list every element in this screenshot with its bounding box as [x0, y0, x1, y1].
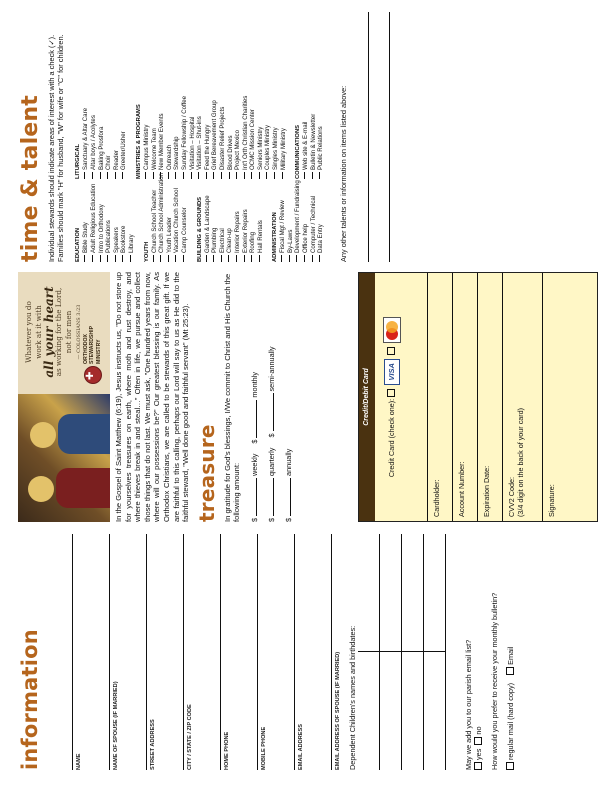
visa-logo: VISA [384, 359, 400, 385]
talent-item[interactable]: Garden & Landscape [204, 179, 212, 262]
talent-item[interactable]: Welcome Team [151, 96, 159, 179]
talent-item[interactable]: Project Mexico [234, 96, 242, 179]
quote-line-4: not for men [64, 310, 73, 354]
talent-item[interactable]: Roofing [249, 179, 257, 262]
talent-item[interactable]: Exterior Repairs [242, 179, 250, 262]
talent-item[interactable]: Clean-up [226, 179, 234, 262]
cardholder-field[interactable] [428, 273, 453, 521]
card-type-checkbox-2[interactable] [387, 347, 395, 355]
spouse-email-label: EMAIL ADDRESS OF SPOUSE (IF MARRIED) [335, 651, 341, 770]
quarterly-option[interactable] [264, 448, 276, 522]
talent-item[interactable]: Stewardship [173, 96, 181, 179]
talent-item[interactable]: Data Entry [317, 179, 325, 262]
dollar-sign: $ [249, 439, 259, 444]
talent-item[interactable]: Campus Ministry [143, 96, 151, 179]
talent-item[interactable]: Sanctuary & Altar Care [82, 96, 90, 179]
halo-left [28, 476, 54, 502]
children-label: Dependent Children's names and birthdates: [348, 625, 357, 770]
quote-area [18, 272, 110, 394]
email-field[interactable] [258, 534, 304, 770]
annually-option[interactable] [281, 449, 293, 522]
talent-item[interactable]: Speakers [113, 179, 121, 262]
talent-item[interactable]: Blood Drives [227, 96, 235, 179]
talent-item[interactable]: Interior Repairs [234, 179, 242, 262]
annually-label: annually [283, 448, 293, 476]
talent-item[interactable]: Bible Study [82, 179, 90, 262]
talent-item[interactable]: Choir [105, 96, 113, 179]
city-state-zip-label: CITY / STATE / ZIP CODE [187, 704, 193, 770]
saint-left [56, 468, 110, 508]
talent-item[interactable]: Office help [302, 179, 310, 262]
card-type-checkbox-1[interactable] [387, 389, 395, 397]
talent-group [75, 96, 128, 179]
seal-text [83, 326, 102, 364]
treasure-panel [18, 272, 598, 522]
icon-banner [18, 272, 110, 522]
talent-item[interactable]: Bookstore [120, 179, 128, 262]
talent-item[interactable]: Church School Teacher [151, 179, 159, 262]
saints-icon-image [18, 394, 110, 522]
dollar-sign: $ [266, 517, 276, 522]
child-line-4[interactable] [424, 534, 446, 770]
talent-group-title: YOUTH [143, 241, 150, 262]
talent-item[interactable]: Plumbing [211, 179, 219, 262]
talent-item[interactable]: Fiscal Mgt / Review [279, 179, 287, 262]
talent-item[interactable]: Greeter/Usher [120, 96, 128, 179]
talent-item[interactable]: Publications [105, 179, 113, 262]
amount-row-1 [247, 272, 259, 522]
spouse-name-field[interactable] [73, 534, 119, 770]
talent-item[interactable]: Computer / Technical [310, 179, 318, 262]
saint-right [58, 414, 110, 454]
weekly-option[interactable] [247, 454, 259, 522]
talent-columns [75, 12, 333, 262]
spouse-name-label: NAME OF SPOUSE (IF MARRIED) [113, 681, 119, 770]
bulletin-question: How would you prefer to receive your monthly bulletin? [490, 592, 499, 770]
quote-line-1: Whatever you do [24, 301, 33, 363]
talent-item[interactable]: Vacation Church School [173, 179, 181, 262]
regular-mail-checkbox[interactable] [506, 762, 514, 770]
talent-item[interactable]: Electrical [219, 179, 227, 262]
bulletin-options [506, 534, 516, 770]
children-divider [358, 651, 446, 652]
cvv-field[interactable] [503, 273, 543, 521]
home-phone-field[interactable] [184, 534, 230, 770]
talent-group-title: MINISTRIES & PROGRAMS [135, 104, 142, 179]
talent-item[interactable]: New Member Events [158, 96, 166, 179]
talent-item[interactable]: Seniors Ministry [257, 96, 265, 179]
talent-item[interactable]: Altar boys / Acolytes [90, 96, 98, 179]
signature-field[interactable] [543, 273, 575, 521]
scripture-quote [24, 278, 84, 386]
time-talent-intro: Individual stewards should indicate areas of interest with a check (✓). Families should mark "H" for husband, "W" for wife or "C" for children. [47, 34, 66, 262]
expiration-label: Expiration Date: [482, 465, 491, 517]
talent-item[interactable]: Singles Ministry [272, 96, 280, 179]
talent-item[interactable]: Feed the Hungry [204, 96, 212, 179]
home-phone-label: HOME PHONE [224, 731, 230, 770]
credit-card-box [358, 272, 598, 522]
talent-group-title: ADMINISTRATION [272, 212, 279, 262]
yes-label: yes [474, 748, 483, 760]
yes-checkbox[interactable] [474, 762, 482, 770]
talent-item[interactable]: Development / Fundraising [294, 179, 302, 262]
talent-item[interactable]: Visitation – Hospital [189, 96, 197, 179]
information-title: information [18, 629, 42, 770]
talent-column-1 [75, 173, 333, 262]
talent-item[interactable]: Bulletin & Newsletter [310, 96, 318, 179]
email-option-checkbox[interactable] [506, 667, 514, 675]
name-label: NAME [76, 753, 82, 770]
gospel-paragraph: In the Gospel of Saint Matthew (6:19), Jesus instructs us, "Do not store up for yourselves treasures on earth, where moth and rust destroy, and where thieves break in and steal…" Often in life, we pursue and collect those things that do not last. We must ask, "One hundred years from now, where will our possessions be?" Our greatest blessing is our family. As Orthodox Christians, we are called to be stewards of this great gift. If we are faithful to this calling, perhaps our Lord will say to us as He did to the faithful steward, "Well done good and faithful servant" (Mt 25:23). [114, 272, 191, 522]
talent-item[interactable]: Reader [113, 96, 121, 179]
children-lines [358, 534, 446, 770]
card-type-label: Credit Card (check one): [386, 398, 396, 478]
no-label: no [474, 726, 483, 735]
talent-group-title: BUILDING & GROUNDS [196, 196, 203, 262]
talent-item[interactable]: Web site & E-mail [302, 96, 310, 179]
treasure-title: treasure [194, 424, 219, 522]
mobile-phone-field[interactable] [221, 534, 267, 770]
other-talents-label: Any other talents or information on items listed above: [339, 85, 349, 262]
talent-group [295, 96, 325, 179]
child-line-3[interactable] [402, 534, 424, 770]
account-number-field[interactable] [453, 273, 478, 521]
talent-group [143, 173, 189, 262]
account-number-label: Account Number: [457, 461, 466, 517]
time-talent-panel [18, 12, 598, 262]
talent-item[interactable]: Library [128, 179, 136, 262]
street-address-field[interactable] [110, 534, 156, 770]
cvv-label: CVV2 Code: [507, 477, 516, 517]
talent-item[interactable]: Adult Religious Education [90, 179, 98, 262]
no-checkbox[interactable] [474, 737, 482, 745]
name-field[interactable] [36, 534, 82, 770]
talent-group [197, 179, 265, 262]
amount-row-2 [264, 272, 276, 522]
other-talents-line-2[interactable] [369, 12, 390, 262]
information-fields [36, 534, 341, 770]
talent-item[interactable]: Sunday Fellowship / Coffee [181, 96, 189, 179]
city-state-zip-field[interactable] [147, 534, 193, 770]
time-talent-title: time & talent [18, 94, 43, 262]
talent-column-2 [75, 96, 333, 179]
talent-item[interactable]: By-Laws [287, 179, 295, 262]
card-type-row [375, 273, 428, 521]
quarterly-label: quarterly [266, 447, 276, 476]
commitment-text: In gratitude for God's blessings, I/We commit to Christ and His Church the following amount: [222, 273, 242, 522]
seal-text-3: MINISTRY [95, 339, 102, 364]
street-address-label: STREET ADDRESS [150, 719, 156, 770]
talent-item[interactable]: Couples Ministry [264, 96, 272, 179]
semiannually-label: semi-annually [266, 346, 276, 392]
child-line-1[interactable] [358, 534, 380, 770]
talent-item[interactable]: Int'l Orth Christian Charities [242, 96, 250, 179]
spouse-email-field[interactable] [295, 534, 341, 770]
talent-item[interactable]: Baking Prosfora [98, 96, 106, 179]
mastercard-logo [383, 317, 401, 343]
weekly-label: weekly [249, 453, 259, 476]
cvv-hint: (3/4 digit on the back of your card) [515, 407, 525, 517]
other-talents-line-1[interactable] [348, 12, 369, 262]
talent-item[interactable]: Military Ministry [280, 96, 288, 179]
regular-mail-label: regular mail (hard copy) [506, 682, 515, 760]
child-line-2[interactable] [380, 534, 402, 770]
information-panel [18, 534, 598, 770]
talent-item[interactable]: Visitation – Shut-ins [196, 96, 204, 179]
card-header: Credit/Debit Card [359, 273, 375, 521]
email-list-question: May we add you to our parish email list? [464, 639, 473, 770]
talent-group [272, 179, 325, 262]
talent-item[interactable]: Camp Counselor [181, 179, 189, 262]
amount-row-3 [281, 272, 293, 522]
talent-item[interactable]: Outreach [166, 96, 174, 179]
monthly-label: monthly [249, 372, 259, 398]
talent-group [136, 96, 287, 179]
dollar-sign: $ [283, 517, 293, 522]
talent-item[interactable]: OCMC Mission Center [249, 96, 257, 179]
semiannually-option[interactable] [264, 346, 276, 437]
talent-item[interactable]: Youth Leader [166, 179, 174, 262]
email-list-options [474, 534, 484, 770]
talent-item[interactable]: Disaster Relief Projects [219, 96, 227, 179]
talent-item[interactable]: Hall Rentals [257, 179, 265, 262]
talent-group-title: LITURGICAL [75, 143, 82, 179]
expiration-field[interactable] [478, 273, 503, 521]
talent-item[interactable]: Public Relations [317, 96, 325, 179]
signature-label: Signature: [547, 484, 556, 517]
monthly-option[interactable] [247, 372, 259, 444]
mobile-phone-label: MOBILE PHONE [261, 726, 267, 770]
quote-line-3: as working for the Lord, [54, 287, 63, 377]
email-label: EMAIL ADDRESS [298, 724, 304, 770]
halo-right [30, 422, 56, 448]
dollar-sign: $ [266, 433, 276, 438]
email-option-label: Email [506, 646, 515, 665]
quote-emphasis: all your heart [42, 286, 56, 378]
seal-text-2: STEWARDSHIP [89, 325, 96, 364]
talent-item[interactable]: Church School Administration [158, 179, 166, 262]
ministry-seal-icon [84, 366, 102, 384]
quote-line-2: work at it with [34, 305, 43, 359]
talent-item[interactable]: Grief Bereavement Group [211, 96, 219, 179]
cardholder-label: Cardholder: [432, 479, 441, 517]
quote-reference: — COLOSSIANS 3:23 [76, 304, 82, 360]
seal-text-1: ORTHODOX [82, 334, 89, 364]
talent-group [75, 179, 135, 262]
talent-item[interactable]: Intro to Orthodoxy [98, 179, 106, 262]
dollar-sign: $ [249, 517, 259, 522]
talent-group-title: EDUCATION [75, 227, 82, 262]
talent-group-title: COMMUNICATIONS [295, 125, 302, 179]
